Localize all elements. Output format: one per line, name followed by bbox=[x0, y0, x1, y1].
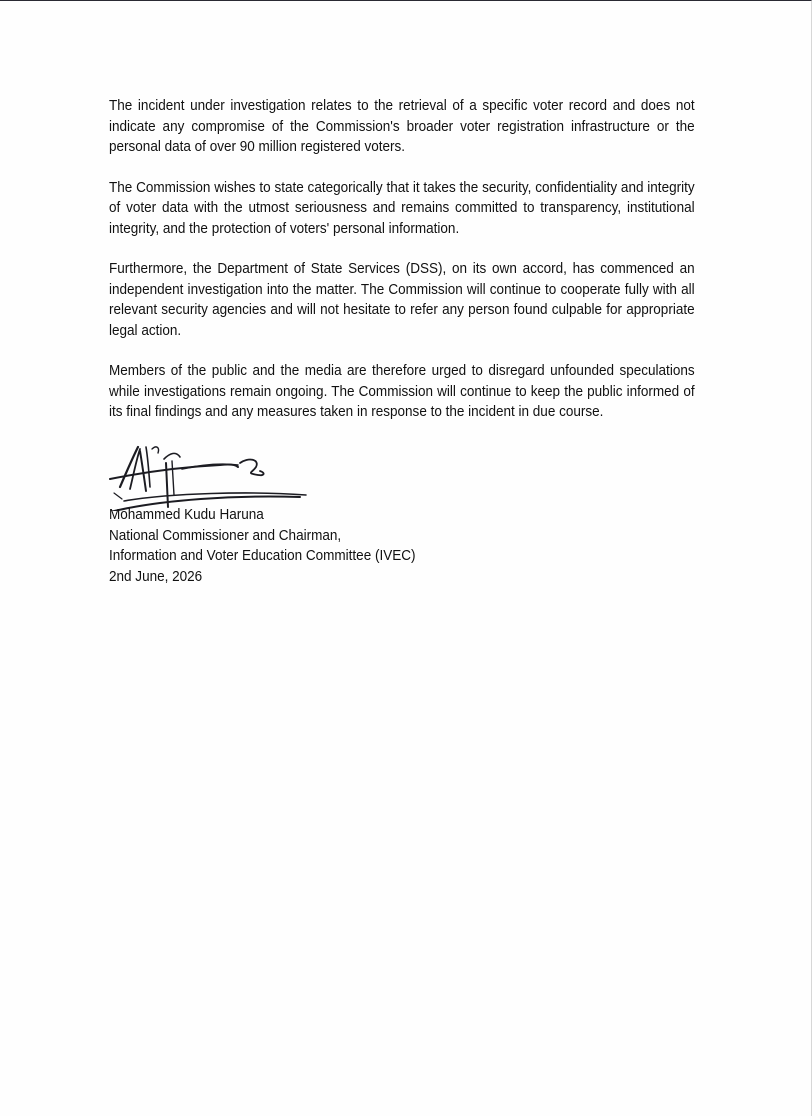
paragraph-dss-investigation: Furthermore, the Department of State Services (DSS), on its own accord, has commenced an independent investigation into the matter. The Commission will continue to cooperate fully with all relevant security agencies and will not hesitate to refer any person found culpable for appropriate legal action. bbox=[109, 260, 695, 339]
signatory-committee: Information and Voter Education Committee (IVEC) bbox=[109, 547, 416, 564]
paragraph-commitment: The Commission wishes to state categorically that it takes the security, confidentiality and integrity of voter data with the utmost seriousness and remains committed to transparency, institutional integrity, and the protection of voters' personal information. bbox=[109, 178, 695, 237]
paragraph-incident: The incident under investigation relates to the retrieval of a specific voter record and does not indicate any compromise of the Commission's broader voter registration infrastructure or the personal data of over 90 million registered voters. bbox=[109, 97, 695, 155]
handwritten-signature bbox=[100, 439, 310, 511]
signatory-title: National Commissioner and Chairman, bbox=[109, 526, 342, 544]
letter-date: 2nd June, 2026 bbox=[109, 567, 203, 585]
signatory-name: Mohammed Kudu Haruna bbox=[109, 506, 264, 523]
signatory-block bbox=[109, 505, 416, 587]
paragraph-public-appeal: Members of the public and the media are therefore urged to disregard unfounded speculations while investigations remain ongoing. The Commission will continue to keep the public informed of its final findings and any measures taken in response to the incident in due course. bbox=[109, 362, 695, 420]
letter-body bbox=[109, 96, 695, 423]
